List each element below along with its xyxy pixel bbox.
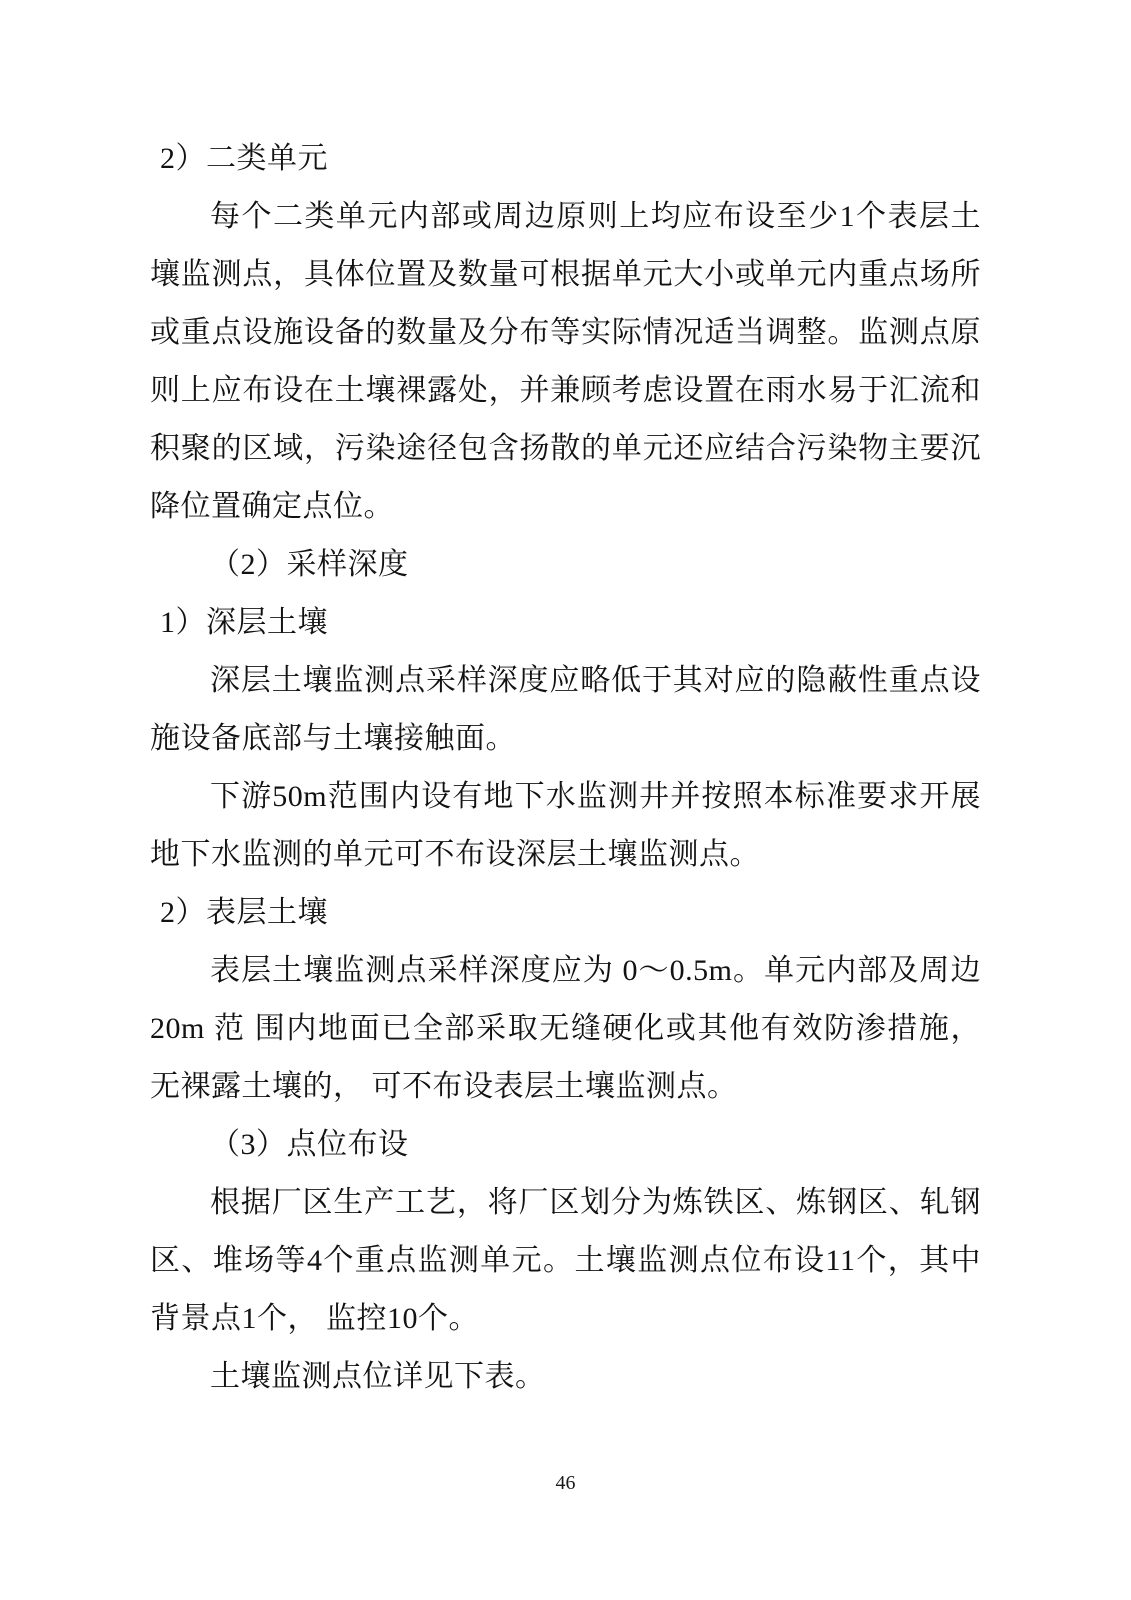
paragraph-point-layout-description: 根据厂区生产工艺，将厂区划分为炼铁区、炼钢区、轧钢区、堆场等4个重点监测单元。土壤监测点位布设11个，其中背景点1个， 监控10个。 xyxy=(150,1186,981,1335)
paragraph-surface-soil-description: 表层土壤监测点采样深度应为 0～0.5m。单元内部及周边 20m 范 围内地面已全部采取无缝硬化或其他有效防渗措施，无裸露土壤的， 可不布设表层土壤监测点。 xyxy=(150,954,981,1103)
paragraph-secondary-unit-description: 每个二类单元内部或周边原则上均应布设至少1个表层土壤监测点，具体位置及数量可根据单元大小或单元内重点场所或重点设施设备的数量及分布等实际情况适当调整。监测点原则上应布设在土壤裸露处，并兼顾考虑设置在雨水易于汇流和积聚的区域，污染途径包含扬散的单元还应结合污染物主要沉降位置确定点位。 xyxy=(150,200,981,523)
paragraph-point-layout-heading: （3）点位布设 xyxy=(210,1128,409,1161)
paragraph-section-heading-2: 2）二类单元 xyxy=(160,142,328,175)
paragraph-surface-soil-heading: 2）表层土壤 xyxy=(160,896,328,929)
paragraph-table-reference: 土壤监测点位详见下表。 xyxy=(210,1360,546,1393)
paragraph-groundwater-note: 下游50m范围内设有地下水监测井并按照本标准要求开展地下水监测的单元可不布设深层土壤监测点。 xyxy=(150,780,981,871)
paragraph-deep-soil-description: 深层土壤监测点采样深度应略低于其对应的隐蔽性重点设施设备底部与土壤接触面。 xyxy=(150,664,981,755)
paragraph-sampling-depth-heading: （2）采样深度 xyxy=(210,548,409,581)
paragraph-deep-soil-heading: 1）深层土壤 xyxy=(160,606,328,639)
page-number: 46 xyxy=(555,1472,576,1494)
